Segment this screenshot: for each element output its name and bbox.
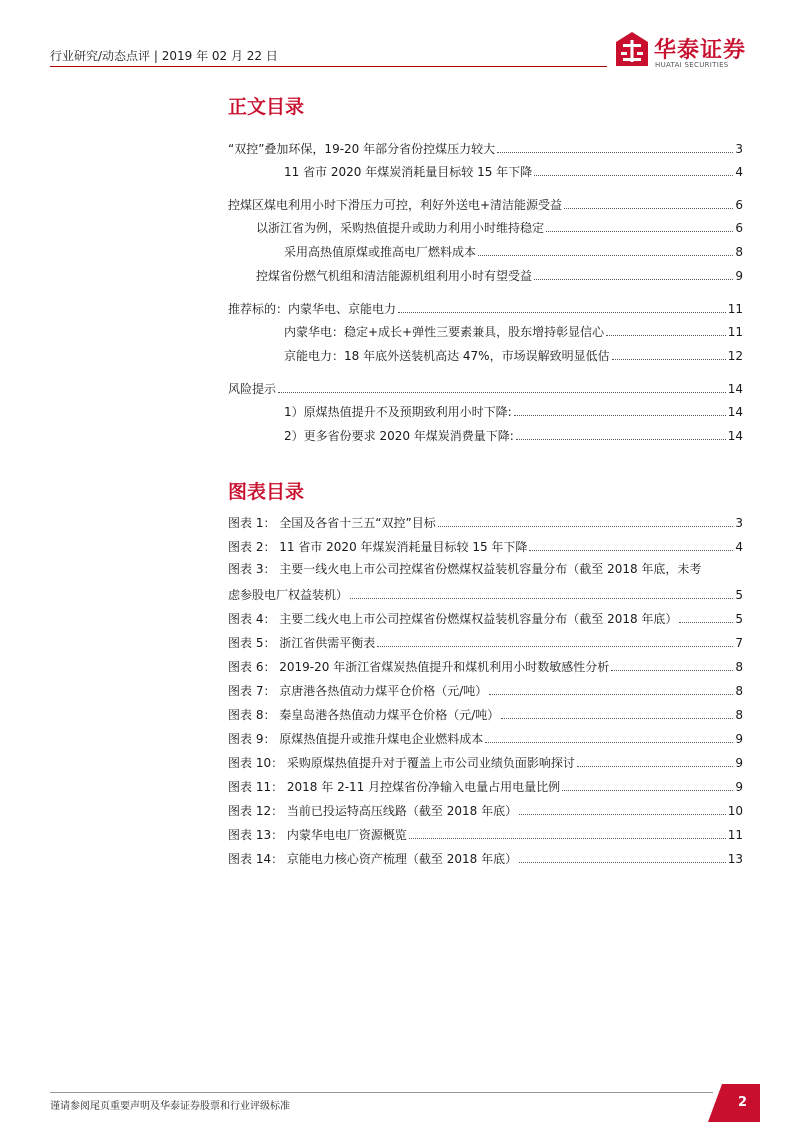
logo-chinese-name: 华泰证券 <box>654 38 747 63</box>
figure-entry-text: 图表 1： 全国及各省十三五“双控”目标 <box>228 516 436 530</box>
toc-entry-page: 6 <box>735 198 743 212</box>
header-divider <box>50 66 607 67</box>
page-number: 2 <box>738 1095 748 1110</box>
figure-entry[interactable] <box>228 777 743 795</box>
toc-leader <box>377 645 733 647</box>
toc-entry-page: 6 <box>735 221 743 235</box>
toc-entry[interactable] <box>228 195 743 213</box>
figure-entry-page: 7 <box>735 636 743 650</box>
figure-entry[interactable] <box>228 753 743 771</box>
toc-entry-page: 12 <box>727 349 743 363</box>
toc-entry[interactable] <box>284 242 743 260</box>
toc-entry[interactable] <box>284 346 743 364</box>
toc-leader <box>497 151 733 153</box>
figure-entry-text-continued: 虑参股电厂权益装机） <box>228 588 349 602</box>
toc-entry-text: 11 省市 2020 年煤炭消耗量目标较 15 年下降 <box>284 165 533 179</box>
logo-mark-icon <box>616 32 648 66</box>
toc-leader <box>516 438 726 440</box>
figure-entry[interactable] <box>228 633 743 651</box>
toc-leader <box>534 174 733 176</box>
figure-entry-page: 5 <box>735 612 743 626</box>
toc-entry[interactable] <box>228 139 743 157</box>
toc-entry-text: 2）更多省份要求 2020 年煤炭消费量下降: <box>284 429 514 443</box>
toc-leader <box>485 741 733 743</box>
figure-entry-text: 图表 13： 内蒙华电电厂资源概览 <box>228 828 407 842</box>
toc-entry[interactable] <box>256 266 743 284</box>
figure-entry[interactable] <box>228 849 743 867</box>
figure-entry-page: 3 <box>735 516 743 530</box>
toc-leader <box>611 669 733 671</box>
figure-entry-text: 图表 5： 浙江省供需平衡表 <box>228 636 376 650</box>
figure-entry-page: 8 <box>735 708 743 722</box>
figure-entry-page: 13 <box>727 852 743 866</box>
figures-title: 图表目录 <box>228 481 305 503</box>
figure-entry-text: 图表 12： 当前已投运特高压线路（截至 2018 年底） <box>228 804 518 818</box>
toc-leader <box>519 861 726 863</box>
toc-entry-text: 内蒙华电：稳定+成长+弹性三要素兼具，股东增持彰显信心 <box>284 325 605 339</box>
toc-entry-text: 1）原煤热值提升不及预期致利用小时下降: <box>284 405 512 419</box>
toc-entry-page: 14 <box>727 429 743 443</box>
figure-entry-page: 4 <box>735 540 743 554</box>
toc-entry-text: 控煤省份燃气机组和清洁能源机组利用小时有望受益 <box>256 269 533 283</box>
toc-leader <box>398 311 726 313</box>
toc-entry[interactable] <box>228 299 743 317</box>
figure-entry-text: 图表 6： 2019-20 年浙江省煤炭热值提升和煤机利用小时数敏感性分析 <box>228 660 610 674</box>
toc-entry-text: 京能电力：18 年底外送装机高达 47%，市场误解致明显低估 <box>284 349 610 363</box>
report-type-date: 行业研究/动态点评 | 2019 年 02 月 22 日 <box>50 49 278 63</box>
toc-entry-page: 9 <box>735 269 743 283</box>
figure-entry[interactable] <box>228 729 743 747</box>
figure-entry-text: 图表 4： 主要二线火电上市公司控煤省份燃煤权益装机容量分布（截至 2018 年底） <box>228 612 678 626</box>
figure-entry-text: 图表 7： 京唐港各热值动力煤平仓价格（元/吨） <box>228 684 488 698</box>
toc-entry-page: 11 <box>727 302 743 316</box>
toc-leader <box>501 717 733 719</box>
toc-entry-text: 以浙江省为例，采购热值提升或助力利用小时维持稳定 <box>256 221 545 235</box>
toc-leader <box>612 358 726 360</box>
toc-leader <box>519 813 726 815</box>
toc-entry-text: 推荐标的：内蒙华电、京能电力 <box>228 302 397 316</box>
figure-entry[interactable] <box>228 681 743 699</box>
figure-entry[interactable] <box>228 513 743 531</box>
toc-leader <box>409 837 726 839</box>
toc-entry[interactable] <box>228 379 743 397</box>
figure-entry[interactable] <box>228 609 743 627</box>
toc-leader <box>438 525 734 527</box>
toc-entry-page: 3 <box>735 142 743 156</box>
figure-entry-page: 8 <box>735 684 743 698</box>
footer-divider <box>50 1092 713 1093</box>
toc-entry[interactable] <box>284 402 743 420</box>
figure-entry[interactable] <box>228 825 743 843</box>
toc-entry-page: 14 <box>727 382 743 396</box>
figure-entry[interactable] <box>228 537 743 555</box>
figure-entry-page: 5 <box>735 588 743 602</box>
toc-leader <box>534 278 733 280</box>
figure-entry-text: 图表 10： 采购原煤热值提升对于覆盖上市公司业绩负面影响探讨 <box>228 756 575 770</box>
figure-entry-text: 图表 14： 京能电力核心资产梳理（截至 2018 年底） <box>228 852 518 866</box>
logo-english-name: HUATAI SECURITIES <box>655 61 729 69</box>
toc-leader <box>546 230 733 232</box>
toc-entry-page: 14 <box>727 405 743 419</box>
figure-entry-text: 图表 2： 11 省市 2020 年煤炭消耗量目标较 15 年下降 <box>228 540 528 554</box>
toc-leader <box>489 693 733 695</box>
toc-leader <box>562 789 733 791</box>
toc-entry-text: 采用高热值原煤或推高电厂燃料成本 <box>284 245 477 259</box>
figure-entry[interactable] <box>228 801 743 819</box>
figure-entry-text: 图表 11： 2018 年 2-11 月控煤省份净输入电量占用电量比例 <box>228 780 561 794</box>
toc-leader <box>478 254 733 256</box>
toc-leader <box>606 334 726 336</box>
figure-entry-page: 8 <box>735 660 743 674</box>
footer-disclaimer: 谨请参阅尾页重要声明及华泰证券股票和行业评级标准 <box>50 1101 290 1112</box>
figure-entry-text: 图表 8： 秦皇岛港各热值动力煤平仓价格（元/吨） <box>228 708 500 722</box>
figure-entry[interactable] <box>228 705 743 723</box>
company-logo <box>616 30 746 74</box>
toc-entry-text: 风险提示 <box>228 382 277 396</box>
toc-entry-text: “双控”叠加环保，19-20 年部分省份控煤压力较大 <box>228 142 496 156</box>
toc-entry-page: 4 <box>735 165 743 179</box>
toc-entry[interactable] <box>256 218 743 236</box>
figure-entry-page: 10 <box>727 804 743 818</box>
toc-leader <box>529 549 733 551</box>
toc-leader <box>278 391 726 393</box>
figure-entry[interactable] <box>228 657 743 675</box>
toc-entry[interactable] <box>284 162 743 180</box>
figure-entry-page: 9 <box>735 756 743 770</box>
toc-entry-page: 8 <box>735 245 743 259</box>
figure-entry-page: 9 <box>735 732 743 746</box>
figure-entry-text: 图表 9： 原煤热值提升或推升煤电企业燃料成本 <box>228 732 484 746</box>
toc-leader <box>350 597 733 599</box>
toc-entry[interactable] <box>284 322 743 340</box>
toc-entry-text: 控煤区煤电利用小时下滑压力可控，利好外送电+清洁能源受益 <box>228 198 563 212</box>
figure-entry-page: 9 <box>735 780 743 794</box>
figure-entry-text: 图表 3： 主要一线火电上市公司控煤省份燃煤权益装机容量分布（截至 2018 年底，未考 <box>228 562 702 576</box>
toc-title: 正文目录 <box>228 96 305 118</box>
toc-leader <box>514 414 726 416</box>
toc-entry[interactable] <box>284 426 743 444</box>
toc-entry-page: 11 <box>727 325 743 339</box>
toc-leader <box>577 765 733 767</box>
toc-leader <box>679 621 733 623</box>
page-number-badge-icon <box>708 1084 760 1122</box>
figure-entry[interactable] <box>228 561 743 603</box>
toc-leader <box>564 207 733 209</box>
figure-entry-page: 11 <box>727 828 743 842</box>
